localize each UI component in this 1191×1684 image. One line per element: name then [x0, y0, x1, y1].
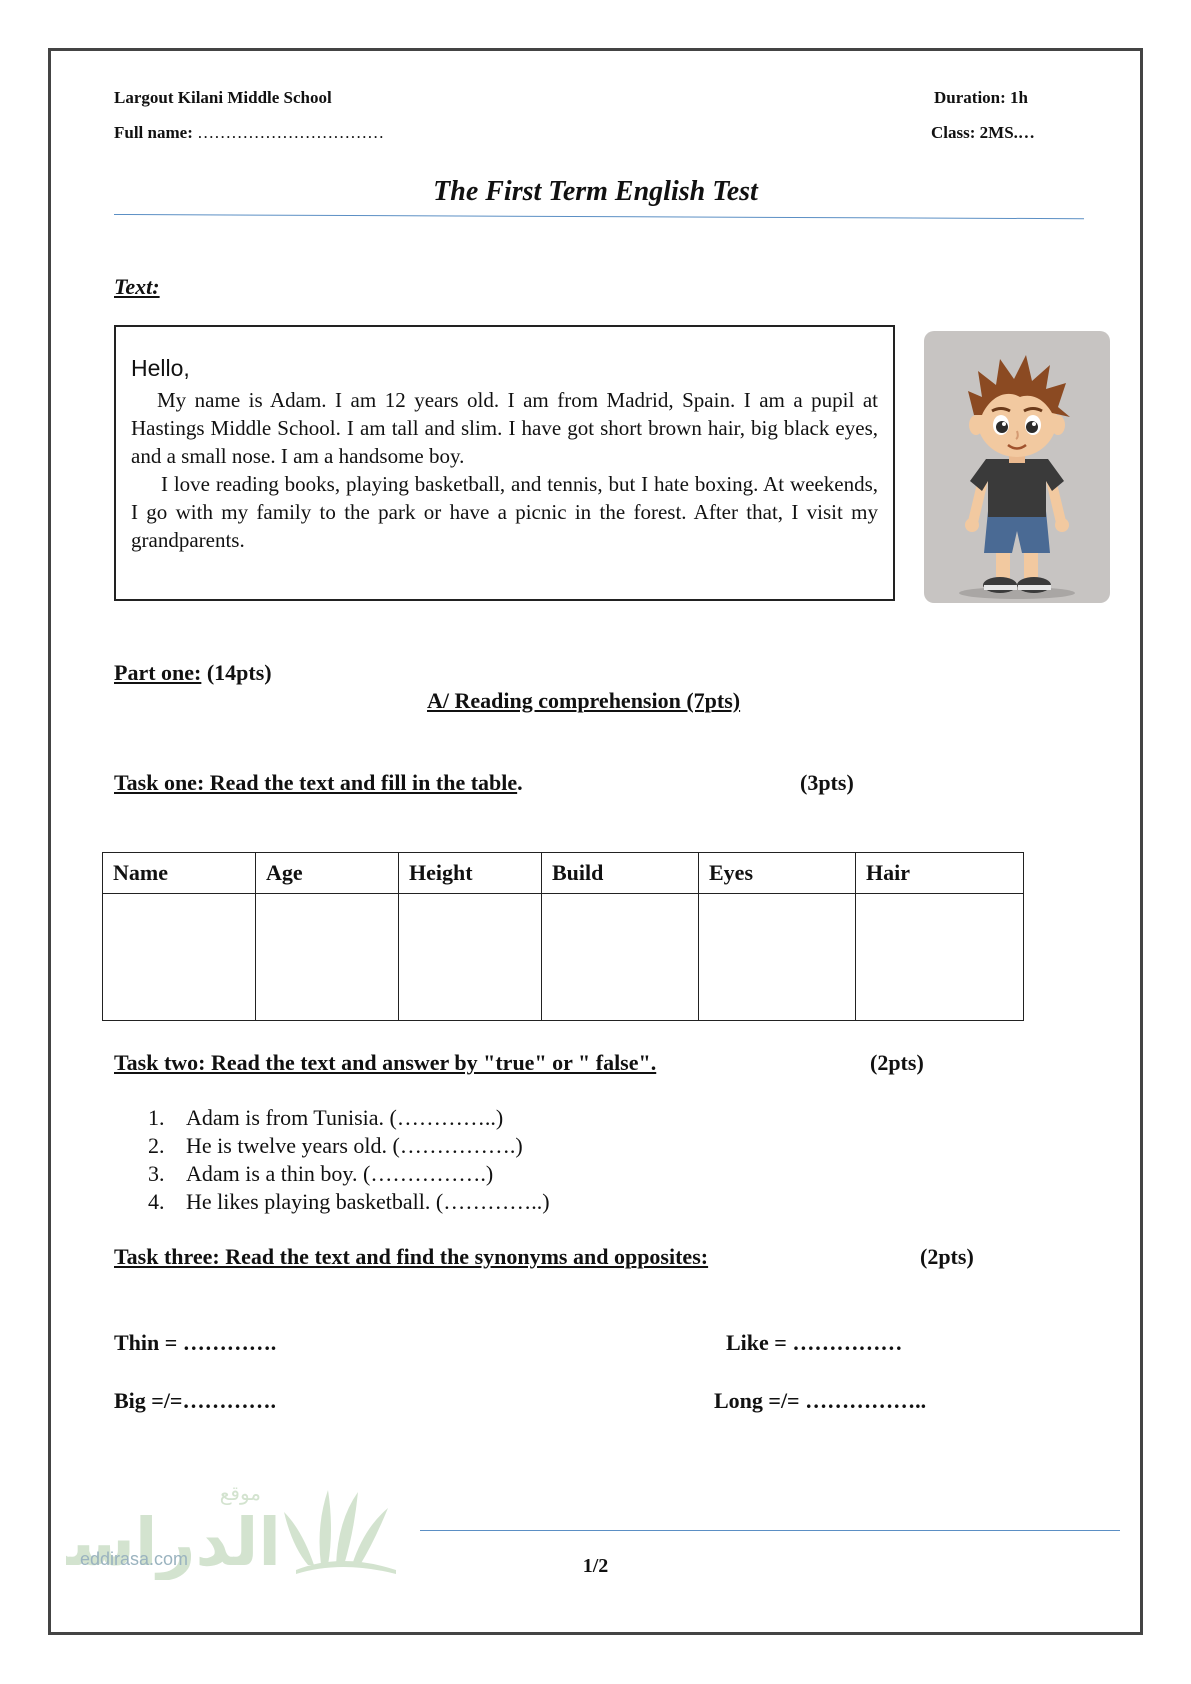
table-header-row [103, 853, 1024, 894]
text-paragraph-2: I love reading books, playing basketball, and tennis, but I hate boxing. At weekends, I go with my family to the park or have a picnic in the forest. After that, I visit my grandparents. [131, 472, 878, 552]
task-three-heading: Task three: Read the text and find the synonyms and opposites: [114, 1244, 709, 1269]
list-item: 1. Adam is from Tunisia. (…………..) [148, 1105, 504, 1130]
page-title: The First Term English Test [433, 176, 758, 207]
boy-illustration [924, 331, 1110, 603]
reading-comprehension-heading: A/ Reading comprehension (7pts) [427, 688, 741, 713]
watermark-arabic: الدراس [69, 1504, 281, 1580]
task-two-heading: Task two: Read the text and answer by "true" or " false". [114, 1050, 657, 1075]
full-name-dots: …………………………… [197, 123, 385, 142]
full-name-label: Full name: [114, 123, 193, 142]
column-name: Name [103, 853, 256, 894]
answer-cell-height[interactable] [399, 894, 542, 1021]
column-build: Build [542, 853, 699, 894]
column-hair: Hair [856, 853, 1024, 894]
footer-rule [420, 1530, 1120, 1531]
part-one-label: Part one: [114, 660, 202, 685]
opposite-long: Long =/= …………….. [714, 1388, 927, 1413]
column-height: Height [399, 853, 542, 894]
list-item: 2. He is twelve years old. (…………….) [148, 1133, 523, 1158]
task-one-period: . [517, 770, 523, 795]
full-name-field [114, 123, 384, 143]
opposite-big: Big =/=…………. [114, 1388, 276, 1413]
list-item: 4. He likes playing basketball. (…………..) [148, 1189, 550, 1214]
school-name: Largout Kilani Middle School [114, 88, 332, 107]
fill-in-table [102, 852, 1024, 1021]
task-three-points: (2pts) [920, 1244, 974, 1269]
duration: Duration: 1h [934, 88, 1028, 107]
watermark-url: eddirasa.com [80, 1549, 189, 1569]
column-eyes: Eyes [699, 853, 856, 894]
page-number: 1/2 [582, 1555, 609, 1577]
task-one-heading [114, 770, 523, 796]
answer-cell-name[interactable] [103, 894, 256, 1021]
table-answer-row [103, 894, 1024, 1021]
column-age: Age [256, 853, 399, 894]
answer-cell-hair[interactable] [856, 894, 1024, 1021]
text-paragraph-1: My name is Adam. I am 12 years old. I am from Madrid, Spain. I am a pupil at Hastings Middle School. I am tall and slim. I have got short brown hair, big black eyes, and a small nose. I am a handsome boy. [131, 388, 878, 468]
reading-text-box [114, 325, 895, 601]
answer-cell-eyes[interactable] [699, 894, 856, 1021]
synonym-like: Like = …………… [726, 1330, 903, 1355]
part-one-heading [114, 660, 272, 686]
watermark-arabic-small: موقع [219, 1481, 261, 1505]
text-section-label: Text: [114, 274, 160, 299]
answer-cell-age[interactable] [256, 894, 399, 1021]
part-one-points: (14pts) [206, 660, 272, 685]
text-greeting: Hello, [131, 355, 190, 381]
list-item: 3. Adam is a thin boy. (…………….) [148, 1161, 494, 1186]
task-one-points: (3pts) [800, 770, 854, 795]
true-false-list [148, 1104, 550, 1216]
task-two-points: (2pts) [870, 1050, 924, 1075]
class-label: Class: 2MS.… [931, 123, 1035, 142]
synonym-thin: Thin = …………. [114, 1330, 277, 1355]
task-one-label: Task one: Read the text and fill in the table [114, 770, 518, 795]
answer-cell-build[interactable] [542, 894, 699, 1021]
